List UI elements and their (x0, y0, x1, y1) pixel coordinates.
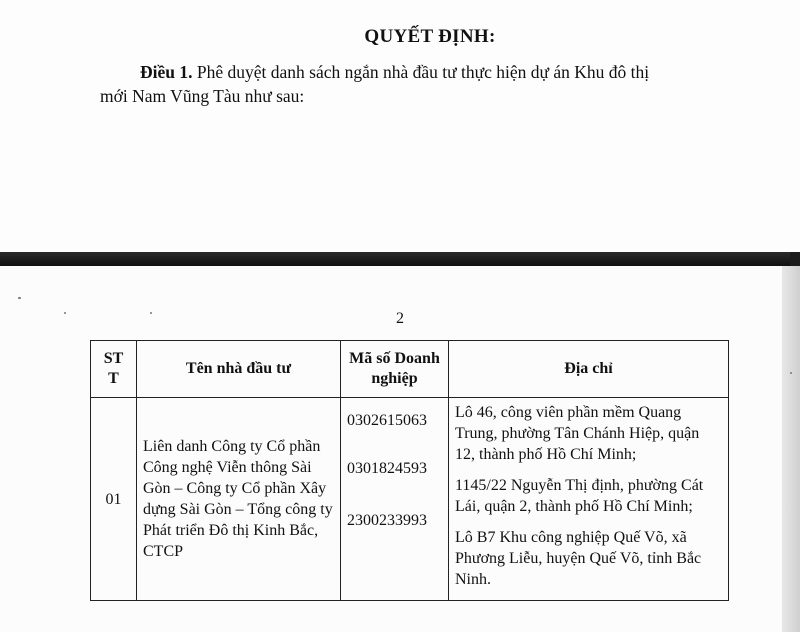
article-label: Điều 1. (140, 62, 193, 82)
address-line: 1145/22 Nguyễn Thị định, phường Cát Lái, quận 2, thành phố Hồ Chí Minh; (455, 477, 704, 515)
row-stt: 01 (91, 398, 137, 601)
article-text-continued: mới Nam Vũng Tàu như sau: (100, 86, 305, 106)
address-line: Lô 46, công viên phần mềm Quang Trung, phường Tân Chánh Hiệp, quận 12, thành phố Hồ Chí Minh; (455, 404, 700, 463)
scan-speck (790, 372, 792, 374)
scan-speck (64, 312, 66, 314)
investor-table (90, 340, 729, 601)
tax-code: 2300233993 (347, 512, 427, 529)
tax-code: 0301824593 (347, 460, 427, 477)
article-text: Phê duyệt danh sách ngắn nhà đầu tư thực hiện dự án Khu đô thị (196, 62, 650, 82)
article-1 (100, 60, 740, 108)
decision-heading (0, 26, 800, 48)
row-investor (137, 398, 341, 601)
row-addresses (449, 398, 729, 601)
header-investor: Tên nhà đầu tư (137, 341, 341, 398)
investor-name: Liên danh Công ty Cổ phần Công nghệ Viễn thông Sài Gòn – Công ty Cổ phần Xây dựng Sài Gòn – Tổng công ty Phát triển Đô thị Kinh Bắc, CTCP (143, 438, 333, 560)
scan-speck (150, 312, 152, 314)
page-number: 2 (396, 310, 404, 327)
page-edge (782, 266, 800, 632)
header-tax-code: Mã số Doanh nghiệp (341, 341, 449, 398)
address-line: Lô B7 Khu công nghiệp Quế Võ, xã Phương Liễu, huyện Quế Võ, tỉnh Bắc Ninh. (455, 529, 702, 588)
table-header-row (91, 341, 729, 398)
scan-speck (18, 297, 21, 299)
tax-code: 0302615063 (347, 412, 427, 429)
decision-title: QUYẾT ĐỊNH: (364, 26, 496, 47)
table-row (91, 398, 729, 601)
page-gap-shadow (0, 252, 790, 266)
header-stt: ST T (91, 341, 137, 398)
header-address: Địa chỉ (449, 341, 729, 398)
row-tax-codes (341, 398, 449, 601)
